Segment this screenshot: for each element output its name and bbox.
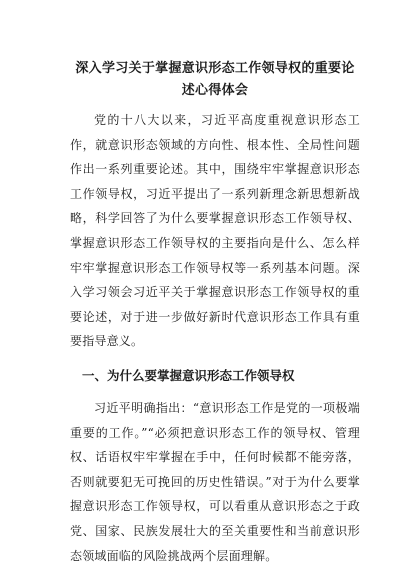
intro-paragraph: 党的十八大以来，习近平高度重视意识形态工作，就意识形态领域的方向性、根本性、全局性问题作出一系列重要论述。其中，围绕牢牢掌握意识形态工作领导权，习近平提出了一系列新理念新思想新战略，科学回答了为什么要掌握意识形态工作领导权、掌握意识形态工作领导权的主要指向是什么、怎么样牢牢掌握意识形态工作领导权等一系列基本问题。深入学习领会习近平关于掌握意识形态工作领导权的重要论述，对于进一步做好新时代意识形态工作具有重要指导意义。	[70, 113, 360, 349]
section-heading: 一、为什么要掌握意识形态工作领导权	[82, 367, 295, 383]
document-page	[70, 58, 360, 568]
document-title: 深入学习关于掌握意识形态工作领导权的重要论述心得体会	[75, 61, 355, 98]
section-paragraph: 习近平明确指出：“意识形态工作是党的一项极端重要的工作。”“必须把意识形态工作的领导权、管理权、话语权牢牢掌握在手中，任何时候都不能旁落，否则就要犯无可挽回的历史性错误。”对于为什么要掌握意识形态工作领导权，可以看重从意识形态之于政党、国家、民族发展壮大的至关重要性和当前意识形态领域面临的风险挑战两个层面理解。	[70, 400, 360, 563]
